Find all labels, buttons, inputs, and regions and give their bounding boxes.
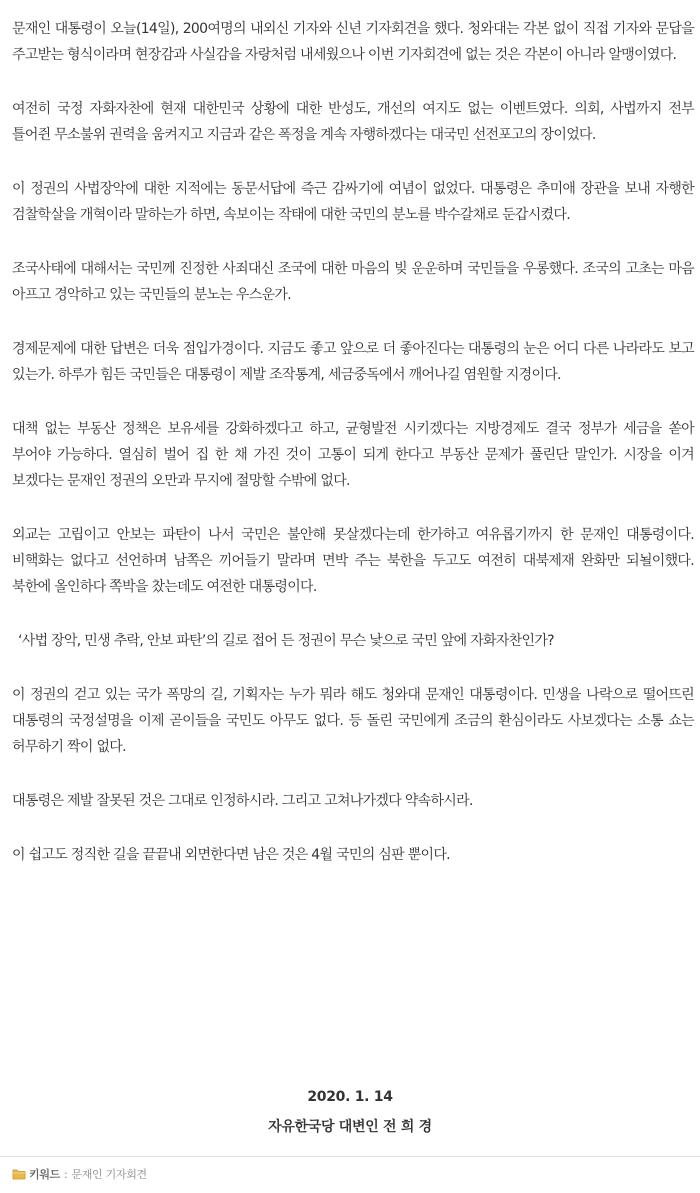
paragraph-8-quote: ‘사법 장악, 민생 추락, 안보 파탄’의 길로 접어 든 정권이 무슨 낯으로 국민 앞에 자화자찬인가? bbox=[18, 633, 554, 649]
paragraph-11: 이 쉽고도 정직한 길을 끝끝내 외면한다면 남은 것은 4월 국민의 심판 뿐이다. bbox=[12, 847, 450, 863]
press-release-body bbox=[12, 16, 694, 896]
release-date: 2020. 1. 14 bbox=[307, 1089, 393, 1105]
keyword-link[interactable]: 문재인 기자회견 bbox=[71, 1168, 147, 1181]
paragraph-9: 이 정권의 걷고 있는 국가 폭망의 길, 기획자는 누가 뭐라 해도 청와대 문재인 대통령이다. 민생을 나락으로 떨어뜨린 대통령의 국정설명을 이제 곧이들을 국민도 아무도 없다. 등 돌린 국민에게 조금의 환심이라도 사보겠다는 소통 쇼는 허무하기 짝이 없다. bbox=[12, 687, 694, 755]
keywords-bar bbox=[12, 1166, 147, 1182]
paragraph-7: 외교는 고립이고 안보는 파탄이 나서 국민은 불안해 못살겠다는데 한가하고 여유롭기까지 한 문재인 대통령이다. 비핵화는 없다고 선언하며 남쪽은 끼어들기 말라며 면박 주는 북한을 두고도 여전히 대북제재 완화만 되뇔이했다. 북한에 올인하다 쪽박을 찼는데도 여전한 대통령이다. bbox=[12, 527, 694, 595]
footer-divider bbox=[0, 1156, 700, 1157]
paragraph-1: 문재인 대통령이 오늘(14일), 200여명의 내외신 기자와 신년 기자회견을 했다. 청와대는 각본 없이 직접 기자와 문답을 주고받는 형식이라며 현장감과 사실감을 자랑처럼 내세웠으나 이번 기자회견에 없는 것은 각본이 아니라 알맹이였다. bbox=[12, 21, 694, 63]
paragraph-6: 대책 없는 부동산 정책은 보유세를 강화하겠다고 하고, 균형발전 시키겠다는 지방경제도 결국 정부가 세금을 쏟아 부어야 가능하다. 열심히 벌어 집 한 채 가진 것이 고통이 되게 한다고 부동산 문제가 풀린단 말인가. 시장을 이겨 보겠다는 문재인 정권의 오만과 무지에 절망할 수밖에 없다. bbox=[12, 421, 694, 489]
keywords-separator: : bbox=[63, 1167, 68, 1181]
folder-icon bbox=[12, 1168, 26, 1180]
spokesperson-signature: 자유한국당 대변인 전 희 경 bbox=[268, 1119, 432, 1135]
paragraph-2: 여전히 국정 자화자찬에 현재 대한민국 상황에 대한 반성도, 개선의 여지도 없는 이벤트였다. 의회, 사법까지 전부 틀어쥔 무소불위 권력을 움켜지고 지금과 같은 폭정을 계속 자행하겠다는 대국민 선전포고의 장이었다. bbox=[12, 101, 694, 143]
paragraph-3: 이 정권의 사법장악에 대한 지적에는 동문서답에 즉근 감싸기에 여념이 없었다. 대통령은 추미애 장관을 보내 자행한 검찰학살을 개혁이라 말하는가 하면, 속보이는 작태에 대한 국민의 분노를 박수갈채로 둔갑시켰다. bbox=[12, 181, 694, 223]
keywords-label: 키워드 bbox=[29, 1168, 60, 1181]
paragraph-10: 대통령은 제발 잘못된 것은 그대로 인정하시라. 그리고 고쳐나가겠다 약속하시라. bbox=[12, 793, 473, 809]
paragraph-4: 조국사태에 대해서는 국민께 진정한 사죄대신 조국에 대한 마음의 빚 운운하며 국민들을 우롱했다. 조국의 고초는 마음 아프고 경악하고 있는 국민들의 분노는 우스운가. bbox=[12, 261, 694, 303]
paragraph-5: 경제문제에 대한 답변은 더욱 점입가경이다. 지금도 좋고 앞으로 더 좋아진다는 대통령의 눈은 어디 다른 나라라도 보고 있는가. 하루가 힘든 국민들은 대통령이 제발 조작통계, 세금중독에서 깨어나길 염원할 지경이다. bbox=[12, 341, 694, 383]
